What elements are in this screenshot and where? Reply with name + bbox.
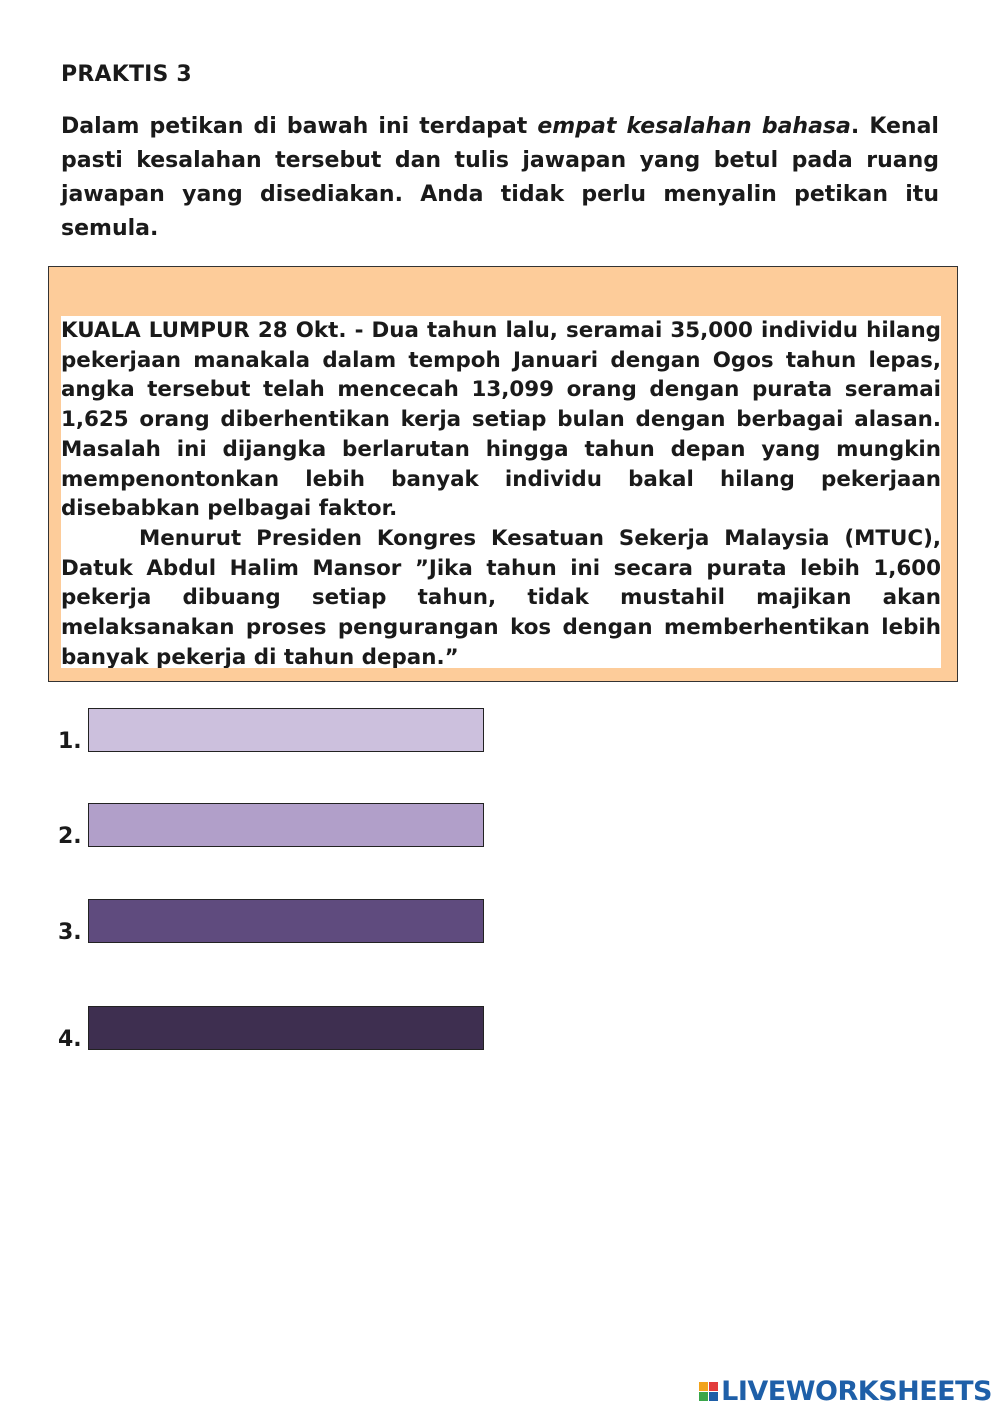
answer-input-4[interactable] — [88, 1006, 484, 1050]
instructions-part1: Dalam petikan di bawah ini terdapat — [61, 114, 538, 139]
answer-input-2[interactable] — [88, 803, 484, 847]
page-heading: PRAKTIS 3 — [61, 62, 192, 87]
brand-name: LIVEWORKSHEETS — [721, 1376, 992, 1407]
answer-row-4 — [58, 1006, 498, 1054]
answer-row-3 — [58, 899, 498, 947]
answer-number-3: 3. — [58, 920, 82, 945]
answer-number-1: 1. — [58, 729, 82, 754]
passage-paragraph-2: Menurut Presiden Kongres Kesatuan Sekerja Malaysia (MTUC), Datuk Abdul Halim Mansor ”Jika tahun ini secara purata lebih 1,600 pekerja dibuang setiap tahun, tidak mustahil majikan akan melaksanakan proses pengurangan kos dengan memberhentikan lebih banyak pekerja di tahun depan.” — [61, 525, 941, 668]
answer-number-2: 2. — [58, 824, 82, 849]
liveworksheets-brand — [699, 1376, 992, 1407]
answer-input-3[interactable] — [88, 899, 484, 943]
answer-input-1[interactable] — [88, 708, 484, 752]
liveworksheets-logo-icon — [699, 1382, 718, 1401]
answer-number-4: 4. — [58, 1027, 82, 1052]
instructions-text — [61, 110, 939, 246]
passage-paragraph-1: KUALA LUMPUR 28 Okt. - Dua tahun lalu, seramai 35,000 individu hilang pekerjaan manakala dalam tempoh Januari dengan Ogos tahun lepas, angka tersebut telah mencecah 13,099 orang dengan purata seramai 1,625 orang diberhentikan kerja setiap bulan dengan berbagai alasan. Masalah ini dijangka berlarutan hingga tahun depan yang mungkin mempenontonkan lebih banyak individu bakal hilang pekerjaan disebabkan pelbagai faktor. — [61, 318, 941, 522]
passage-text — [61, 316, 941, 668]
answer-row-1 — [58, 708, 498, 756]
instructions-part2: . Kenal pasti kesalahan tersebut dan tulis jawapan yang betul pada ruang jawapan yang disediakan. Anda tidak perlu menyalin petikan itu semula. — [61, 114, 939, 241]
answer-row-2 — [58, 803, 498, 851]
instructions-emphasis: empat kesalahan bahasa — [537, 114, 851, 139]
passage-box — [48, 266, 958, 682]
